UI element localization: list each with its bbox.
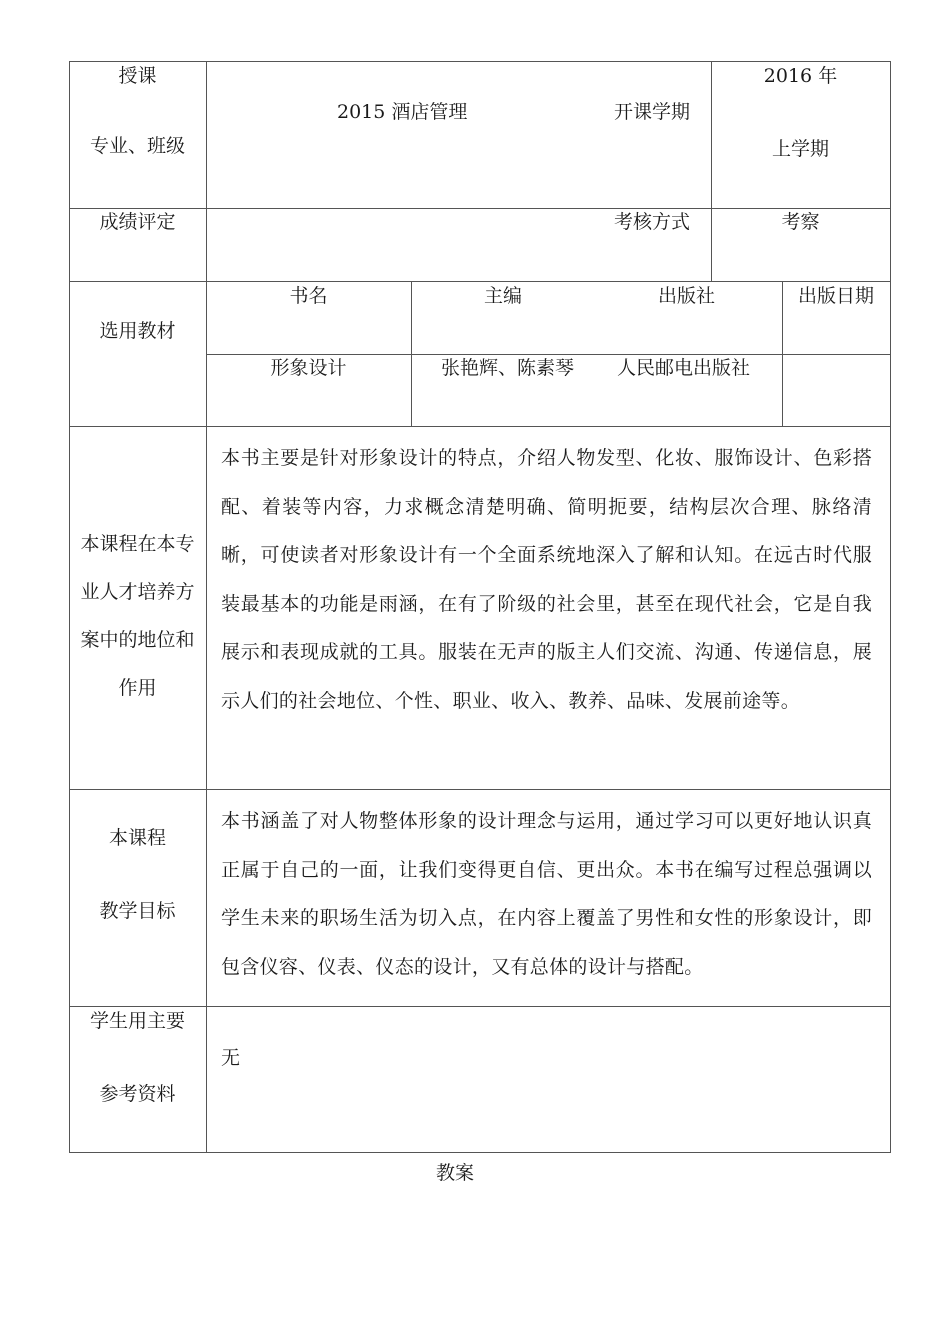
- textbook-header-editor: 主编: [484, 285, 523, 307]
- table-rule: [711, 61, 712, 281]
- assessment-value: 考察: [781, 211, 820, 233]
- role-label-line1: 本课程在本专: [80, 533, 195, 555]
- textbook-header-publisher: 出版社: [658, 285, 716, 307]
- role-label-line2: 业人才培养方: [80, 581, 195, 603]
- textbook-header-date: 出版日期: [797, 285, 874, 307]
- references-value: 无: [221, 1047, 241, 1069]
- table-rule: [69, 61, 891, 62]
- table-rule: [69, 1006, 891, 1007]
- table-rule: [69, 1152, 891, 1153]
- table-rule: [890, 61, 891, 1153]
- table-rule: [69, 208, 891, 209]
- class-label-line1: 授课: [118, 65, 157, 87]
- references-label-line2: 参考资料: [99, 1083, 176, 1105]
- role-description: 本书主要是针对形象设计的特点，介绍人物发型、化妆、服饰设计、色彩搭配、着装等内容，力求概念清楚明确、简明扼要，结构层次合理、脉络清晰，可使读者对形象设计有一个全面系统地深入了解和认知。在远古时代服装最基本的功能是雨涵，在有了阶级的社会里，甚至在现代社会，它是自我展示和表现成就的工具。服装在无声的版主人们交流、沟通、传递信息，展示人们的社会地位、个性、职业、收入、教养、品味、发展前途等。: [221, 447, 872, 712]
- assessment-label: 考核方式: [614, 211, 691, 233]
- goals-label-line2: 教学目标: [99, 900, 176, 922]
- class-value: 2015 酒店管理: [337, 101, 468, 123]
- term-label: 开课学期: [614, 101, 691, 123]
- textbook-editor: 张艳辉、陈素琴: [441, 357, 575, 379]
- textbook-label: 选用教材: [99, 320, 176, 342]
- table-rule: [69, 281, 891, 282]
- goals-description: 本书涵盖了对人物整体形象的设计理念与运用，通过学习可以更好地认识真正属于自己的一面，让我们变得更自信、更出众。本书在编写过程总强调以学生未来的职场生活为切入点，在内容上覆盖了男性和女性的形象设计，即包含仪容、仪表、仪态的设计，又有总体的设计与搭配。: [221, 810, 872, 979]
- page-footer: 教案: [435, 1162, 474, 1184]
- class-label-line2: 专业、班级: [89, 135, 185, 157]
- textbook-title: 形象设计: [270, 357, 347, 379]
- role-label-line4: 作用: [118, 677, 157, 699]
- table-rule: [69, 426, 891, 427]
- table-rule: [411, 281, 412, 426]
- grading-label: 成绩评定: [99, 211, 176, 233]
- role-label-line3: 案中的地位和: [80, 629, 195, 651]
- textbook-header-title: 书名: [289, 285, 328, 307]
- goals-label-line1: 本课程: [108, 827, 166, 849]
- table-rule: [69, 789, 891, 790]
- references-label-line1: 学生用主要: [89, 1010, 185, 1032]
- textbook-publisher: 人民邮电出版社: [617, 357, 751, 379]
- table-rule: [206, 61, 207, 1153]
- table-rule: [206, 354, 891, 355]
- term-year: 2016 年: [763, 65, 838, 87]
- term-half: 上学期: [771, 138, 829, 160]
